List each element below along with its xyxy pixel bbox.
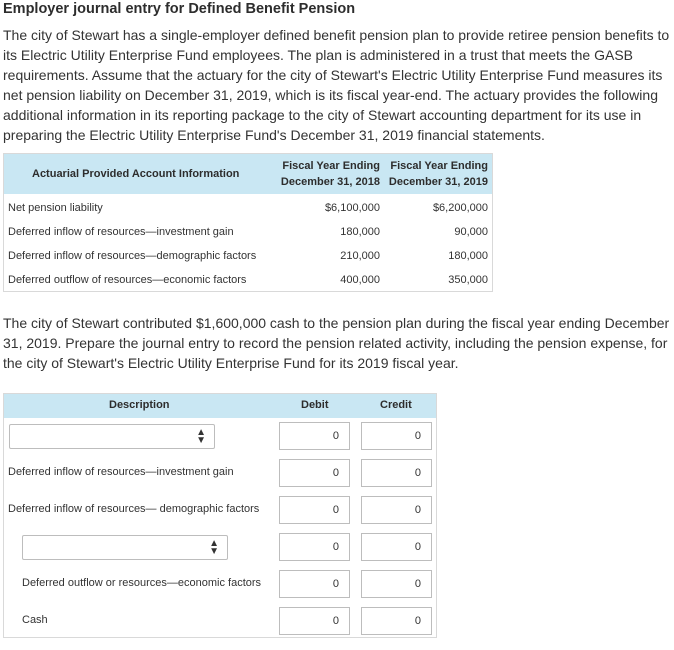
- row-value-fy2019: 180,000: [448, 250, 488, 262]
- debit-input[interactable]: 0: [279, 496, 350, 524]
- page-title: Employer journal entry for Defined Benefit Pension: [3, 1, 356, 17]
- credit-input[interactable]: 0: [361, 607, 432, 635]
- journal-entry-table: [3, 393, 437, 638]
- description-label: Deferred inflow of resources— demographic factors: [8, 503, 260, 515]
- credit-input[interactable]: 0: [361, 422, 432, 450]
- select-arrows-icon: ▲ ▼: [209, 538, 219, 557]
- journal-row: [4, 493, 436, 530]
- row-label: Deferred outflow of resources—economic factors: [8, 274, 247, 286]
- debit-input[interactable]: 0: [279, 459, 350, 487]
- debit-input[interactable]: 0: [279, 570, 350, 598]
- header-credit: Credit: [380, 399, 412, 411]
- row-value-fy2019: $6,200,000: [432, 202, 488, 214]
- row-label: Deferred inflow of resources—demographic factors: [8, 250, 257, 262]
- description-label: Deferred inflow of resources—investment gain: [8, 466, 234, 478]
- row-value-fy2018: 180,000: [340, 226, 380, 238]
- select-arrows-icon: ▲ ▼: [196, 427, 206, 446]
- credit-input[interactable]: 0: [361, 496, 432, 524]
- table-row: [4, 270, 492, 294]
- info-table-header: [4, 154, 492, 194]
- debit-input[interactable]: 0: [279, 422, 350, 450]
- row-label: Net pension liability: [8, 202, 103, 214]
- journal-row: [4, 604, 436, 641]
- info-header-fy2018: [281, 158, 380, 190]
- info-header-fy2019: [389, 158, 488, 190]
- row-value-fy2019: 350,000: [448, 274, 488, 286]
- row-value-fy2019: 90,000: [454, 226, 488, 238]
- debit-input[interactable]: 0: [279, 533, 350, 561]
- debit-input[interactable]: 0: [279, 607, 350, 635]
- journal-table-header: [4, 394, 436, 418]
- info-header-label: Actuarial Provided Account Information: [32, 168, 240, 180]
- header-debit: Debit: [301, 399, 329, 411]
- actuarial-info-table: [3, 153, 493, 292]
- row-value-fy2018: 210,000: [340, 250, 380, 262]
- info-header-fy2019-line1: Fiscal Year Ending: [390, 160, 488, 172]
- description-select[interactable]: [9, 424, 215, 449]
- journal-row: [4, 530, 436, 567]
- table-row: [4, 246, 492, 270]
- description-select[interactable]: [22, 535, 228, 560]
- info-header-fy2019-line2: December 31, 2019: [388, 176, 488, 188]
- table-row: [4, 198, 492, 222]
- intro-paragraph: The city of Stewart has a single-employer defined benefit pension plan to provide retiree pension benefits to its Electric Utility Enterprise Fund employees. The plan is administered in a trust that meets the GASB requirements. Assume that the actuary for the city of Stewart's Electric Utility Enterprise Fund measures its net pension liability on December 31, 2019, which is its fiscal year-end. The actuary provides the following additional information in its reporting package to the city of Stewart accounting department for its use in preparing the Electric Utility Enterprise Fund's December 31, 2019 financial statements.: [3, 27, 670, 143]
- row-label: Deferred inflow of resources—investment gain: [8, 226, 234, 238]
- instructions-paragraph: The city of Stewart contributed $1,600,000 cash to the pension plan during the fiscal year ending December 31, 2019. Prepare the journal entry to record the pension related activity, including the pension expense, for the city of Stewart's Electric Utility Enterprise Fund for its 2019 fiscal year.: [3, 315, 670, 371]
- row-value-fy2018: 400,000: [340, 274, 380, 286]
- journal-row: [4, 419, 436, 456]
- header-description: Description: [109, 399, 170, 411]
- info-header-fy2018-line1: Fiscal Year Ending: [282, 160, 380, 172]
- row-value-fy2018: $6,100,000: [324, 202, 380, 214]
- description-label: Cash: [22, 614, 48, 626]
- info-header-fy2018-line2: December 31, 2018: [280, 176, 380, 188]
- table-row: [4, 222, 492, 246]
- journal-row: [4, 567, 436, 604]
- description-label: Deferred outflow or resources—economic factors: [22, 577, 262, 589]
- credit-input[interactable]: 0: [361, 459, 432, 487]
- credit-input[interactable]: 0: [361, 570, 432, 598]
- credit-input[interactable]: 0: [361, 533, 432, 561]
- journal-row: [4, 456, 436, 493]
